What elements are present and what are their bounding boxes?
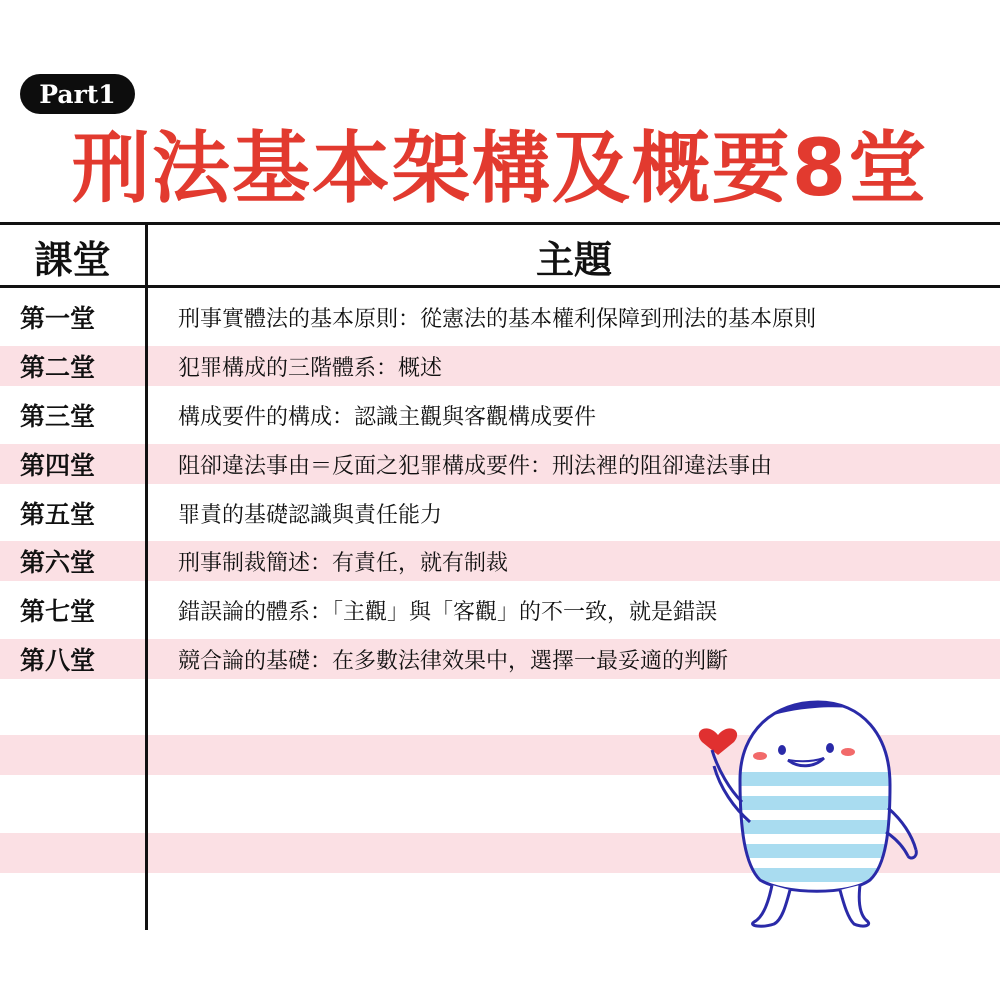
topic-cell: 刑事制裁簡述：有責任，就有制裁	[178, 550, 509, 576]
course-cell: 第七堂	[20, 597, 96, 626]
page-title: 刑法基本架構及概要8堂	[71, 124, 929, 214]
topic-cell: 錯誤論的體系：「主觀」與「客觀」的不一致，就是錯誤	[178, 599, 718, 625]
course-cell: 第四堂	[20, 451, 96, 480]
table-row	[0, 590, 1000, 630]
course-cell: 第二堂	[20, 353, 96, 382]
header-bottom-border	[0, 285, 1000, 288]
topic-cell: 競合論的基礎：在多數法律效果中，選擇一最妥適的判斷	[178, 648, 729, 674]
table-row	[0, 639, 1000, 679]
mascot-illustration	[690, 690, 940, 930]
topic-cell: 刑事實體法的基本原則：從憲法的基本權利保障到刑法的基本原則	[178, 306, 817, 332]
part-badge: Part1	[20, 74, 135, 114]
column-header-course: 課堂	[34, 237, 111, 282]
table-row	[0, 346, 1000, 386]
topic-cell: 阻卻違法事由＝反面之犯罪構成要件：刑法裡的阻卻違法事由	[178, 453, 773, 479]
course-cell: 第三堂	[20, 402, 96, 431]
course-cell: 第八堂	[20, 646, 96, 675]
topic-cell: 罪責的基礎認識與責任能力	[178, 502, 443, 528]
table-row	[0, 541, 1000, 581]
column-header-topic: 主題	[535, 237, 612, 282]
table-row	[0, 444, 1000, 484]
course-cell: 第一堂	[20, 304, 96, 333]
table-row	[0, 395, 1000, 435]
course-cell: 第六堂	[20, 548, 96, 577]
table-row	[0, 297, 1000, 337]
table-top-border	[0, 222, 1000, 225]
heart-icon	[699, 728, 737, 755]
topic-cell: 構成要件的構成：認識主觀與客觀構成要件	[178, 404, 597, 430]
topic-cell: 犯罪構成的三階體系：概述	[178, 355, 443, 381]
table-row	[0, 493, 1000, 533]
course-cell: 第五堂	[20, 500, 96, 529]
